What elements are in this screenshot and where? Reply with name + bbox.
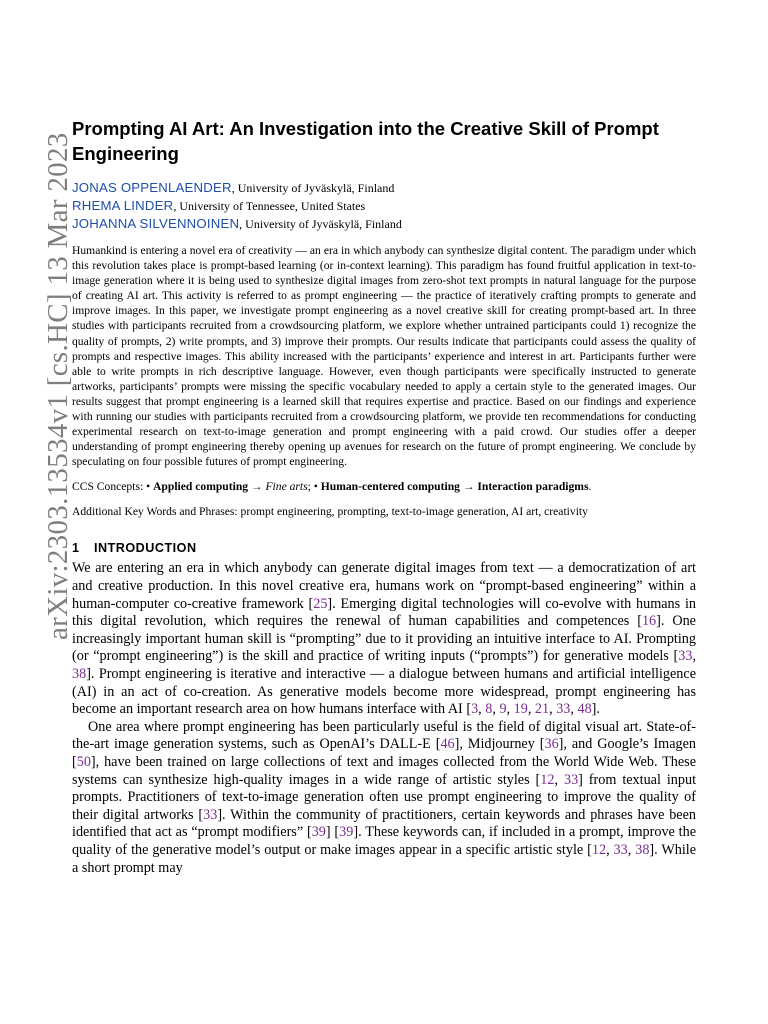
body-paragraph bbox=[72, 560, 696, 718]
citation-link[interactable]: 39 bbox=[339, 824, 354, 841]
body-text-run: , bbox=[554, 771, 564, 788]
citation-link[interactable]: 16 bbox=[641, 613, 657, 630]
author-affiliation: , University of Jyväskylä, Finland bbox=[239, 217, 402, 231]
section-number: 1 bbox=[72, 541, 80, 556]
ccs-arrow: → bbox=[248, 480, 266, 494]
body-text-run: , bbox=[492, 701, 500, 718]
body-text-run: ] [ bbox=[325, 824, 340, 841]
ccs-subconcept: Interaction paradigms bbox=[477, 480, 589, 494]
body-text-run: , bbox=[627, 841, 636, 858]
citation-link[interactable]: 50 bbox=[76, 753, 91, 770]
author-1 bbox=[72, 179, 696, 197]
ccs-arrow: → bbox=[459, 480, 478, 494]
body-text-run: ]. Emerging digital technologies will co-evolve with humans in this digital revolution, which requires the renewal of human capabilities and competences [ bbox=[72, 595, 696, 630]
citation-link[interactable]: 25 bbox=[313, 595, 328, 612]
ccs-subconcept: Fine arts bbox=[265, 480, 308, 494]
body-paragraph bbox=[72, 719, 696, 877]
ccs-separator: ; • bbox=[307, 480, 321, 494]
author-list bbox=[72, 179, 696, 233]
author-2 bbox=[72, 197, 696, 215]
citation-link[interactable]: 9 bbox=[499, 701, 507, 718]
citation-link[interactable]: 48 bbox=[577, 701, 592, 718]
citation-link[interactable]: 19 bbox=[513, 701, 528, 718]
body-text-run: ]. While a short prompt may bbox=[72, 841, 697, 876]
citation-link[interactable]: 3 bbox=[471, 701, 479, 718]
citation-link[interactable]: 33 bbox=[563, 771, 579, 788]
citation-link[interactable]: 39 bbox=[311, 824, 326, 841]
body-text-run: ], Midjourney [ bbox=[454, 736, 545, 753]
section-title: INTRODUCTION bbox=[94, 541, 197, 556]
citation-link[interactable]: 21 bbox=[534, 701, 550, 718]
citation-link[interactable]: 12 bbox=[540, 771, 555, 788]
abstract: Humankind is entering a novel era of creativity — an era in which anybody can synthesize digital content. The paradigm under which this revolution takes place is prompt-based learning (or in-context learning). This paradigm has found fruitful application in text-to-image generation where it is being used to synthesize digital images from zero-shot text prompts in natural language for the purpose of creating AI art. This activity is referred to as prompt engineering — the practice of iteratively crafting prompts to generate and improve images. In this paper, we investigate prompt engineering as a novel creative skill for creating prompt-based art. In three studies with participants recruited from a crowdsourcing platform, we explore whether untrained participants could 1) recognize the quality of prompts, 2) write prompts, and 3) improve their prompts. Our results indicate that participants could assess the quality of prompts and respective images. This ability increased with the participants’ experience and interest in art. Participants further were able to write prompts in rich descriptive language. However, even though participants were specifically instructed to generate artworks, participants’ prompts were missing the specific vocabulary needed to apply a certain style to the generated images. Our results suggest that prompt engineering is a learned skill that requires expertise and practice. Based on our findings and experience with running our studies with participants recruited from a crowdsourcing platform, we provide ten recommendations for conducting experimental research on text-to-image generation and prompt engineering with a paid crowd. Our studies offer a deeper understanding of prompt engineering thereby opening up avenues for research on the future of prompt engineering. We conclude by speculating on four possible futures of prompt engineering. bbox=[72, 244, 696, 469]
body-text-run: We are entering an era in which anybody can generate digital images from text — a democratization of art and creative production. In this novel creative era, humans work on “prompt-based engineering” within a human-computer co-creative framework [ bbox=[72, 560, 696, 612]
body-text-run: ] from textual input prompts. Practitioners of text-to-image generation often use prompt engineering to improve the quality of their digital artworks [ bbox=[72, 771, 697, 823]
introduction-body bbox=[72, 560, 696, 877]
author-name: JOHANNA SILVENNOINEN bbox=[72, 216, 240, 231]
body-text-run: , bbox=[549, 701, 557, 718]
body-text-run: , bbox=[506, 701, 514, 718]
body-text-run: ]. bbox=[591, 701, 600, 718]
citation-link[interactable]: 38 bbox=[635, 841, 650, 858]
body-text-run: ]. One increasingly important human skill is “prompting” due to it providing an intuitive interface to AI. Prompting (or “prompt engineering”) is the skill and practice of writing inputs (“prompts”) for generative models [ bbox=[72, 613, 696, 665]
ccs-concepts bbox=[72, 479, 696, 494]
body-text-run: One area where prompt engineering has been particularly useful is the field of digital visual art. State-of-the-art image generation systems, such as OpenAI’s DALL-E [ bbox=[72, 718, 696, 753]
citation-link[interactable]: 36 bbox=[544, 736, 559, 753]
citation-link[interactable]: 12 bbox=[591, 841, 607, 858]
body-text-run: ]. These keywords can, if included in a prompt, improve the quality of the generative model’s output or make images appear in a specific artistic style [ bbox=[72, 824, 696, 858]
paper-title: Prompting AI Art: An Investigation into the Creative Skill of Prompt Engineering bbox=[72, 118, 659, 164]
author-affiliation: , University of Tennessee, United States bbox=[173, 199, 366, 213]
citation-link[interactable]: 33 bbox=[678, 648, 693, 665]
author-affiliation: , University of Jyväskylä, Finland bbox=[231, 181, 395, 195]
arxiv-identifier-stamp: arXiv:2303.13534v1 [cs.HC] 13 Mar 2023 bbox=[42, 132, 74, 640]
author-3 bbox=[72, 215, 696, 233]
body-text-run: , bbox=[478, 701, 486, 718]
citation-link[interactable]: 38 bbox=[72, 665, 87, 682]
citation-link[interactable]: 33 bbox=[613, 841, 628, 858]
keywords: Additional Key Words and Phrases: prompt engineering, prompting, text-to-image generation, AI art, creativity bbox=[72, 505, 588, 519]
paper-page bbox=[72, 116, 696, 877]
body-text-run: ]. Prompt engineering is iterative and interactive — a dialogue between humans and artificial intelligence (AI) in an act of co-creation. As generative models become more widespread, prompt engineering has become an important research area on how humans interface with AI [ bbox=[72, 665, 696, 718]
ccs-prefix: CCS Concepts: • bbox=[72, 480, 154, 494]
section-heading bbox=[72, 541, 696, 555]
body-text-run: , bbox=[692, 648, 696, 665]
body-text-run: ]. Within the community of practitioners, certain keywords and phrases have been identified that act as “prompt modifiers” [ bbox=[72, 806, 696, 841]
citation-link[interactable]: 46 bbox=[440, 736, 455, 753]
ccs-concept: Applied computing bbox=[153, 480, 249, 494]
author-name: JONAS OPPENLAENDER bbox=[72, 180, 232, 195]
body-text-run: , bbox=[527, 701, 535, 718]
citation-link[interactable]: 8 bbox=[485, 701, 493, 718]
ccs-end: . bbox=[588, 480, 592, 494]
body-text-run: ], and Google’s Imagen [ bbox=[72, 736, 696, 770]
author-name: RHEMA LINDER bbox=[72, 198, 174, 213]
body-text-run: , bbox=[570, 701, 578, 718]
body-text-run: , bbox=[606, 841, 614, 858]
citation-link[interactable]: 33 bbox=[203, 806, 218, 823]
citation-link[interactable]: 33 bbox=[556, 701, 571, 718]
ccs-concept: Human-centered computing bbox=[320, 480, 460, 494]
body-text-run: ], have been trained on large collections of text and images collected from the World Wide Web. These systems can synthesize high-quality images in a wide range of artistic styles [ bbox=[72, 753, 696, 788]
